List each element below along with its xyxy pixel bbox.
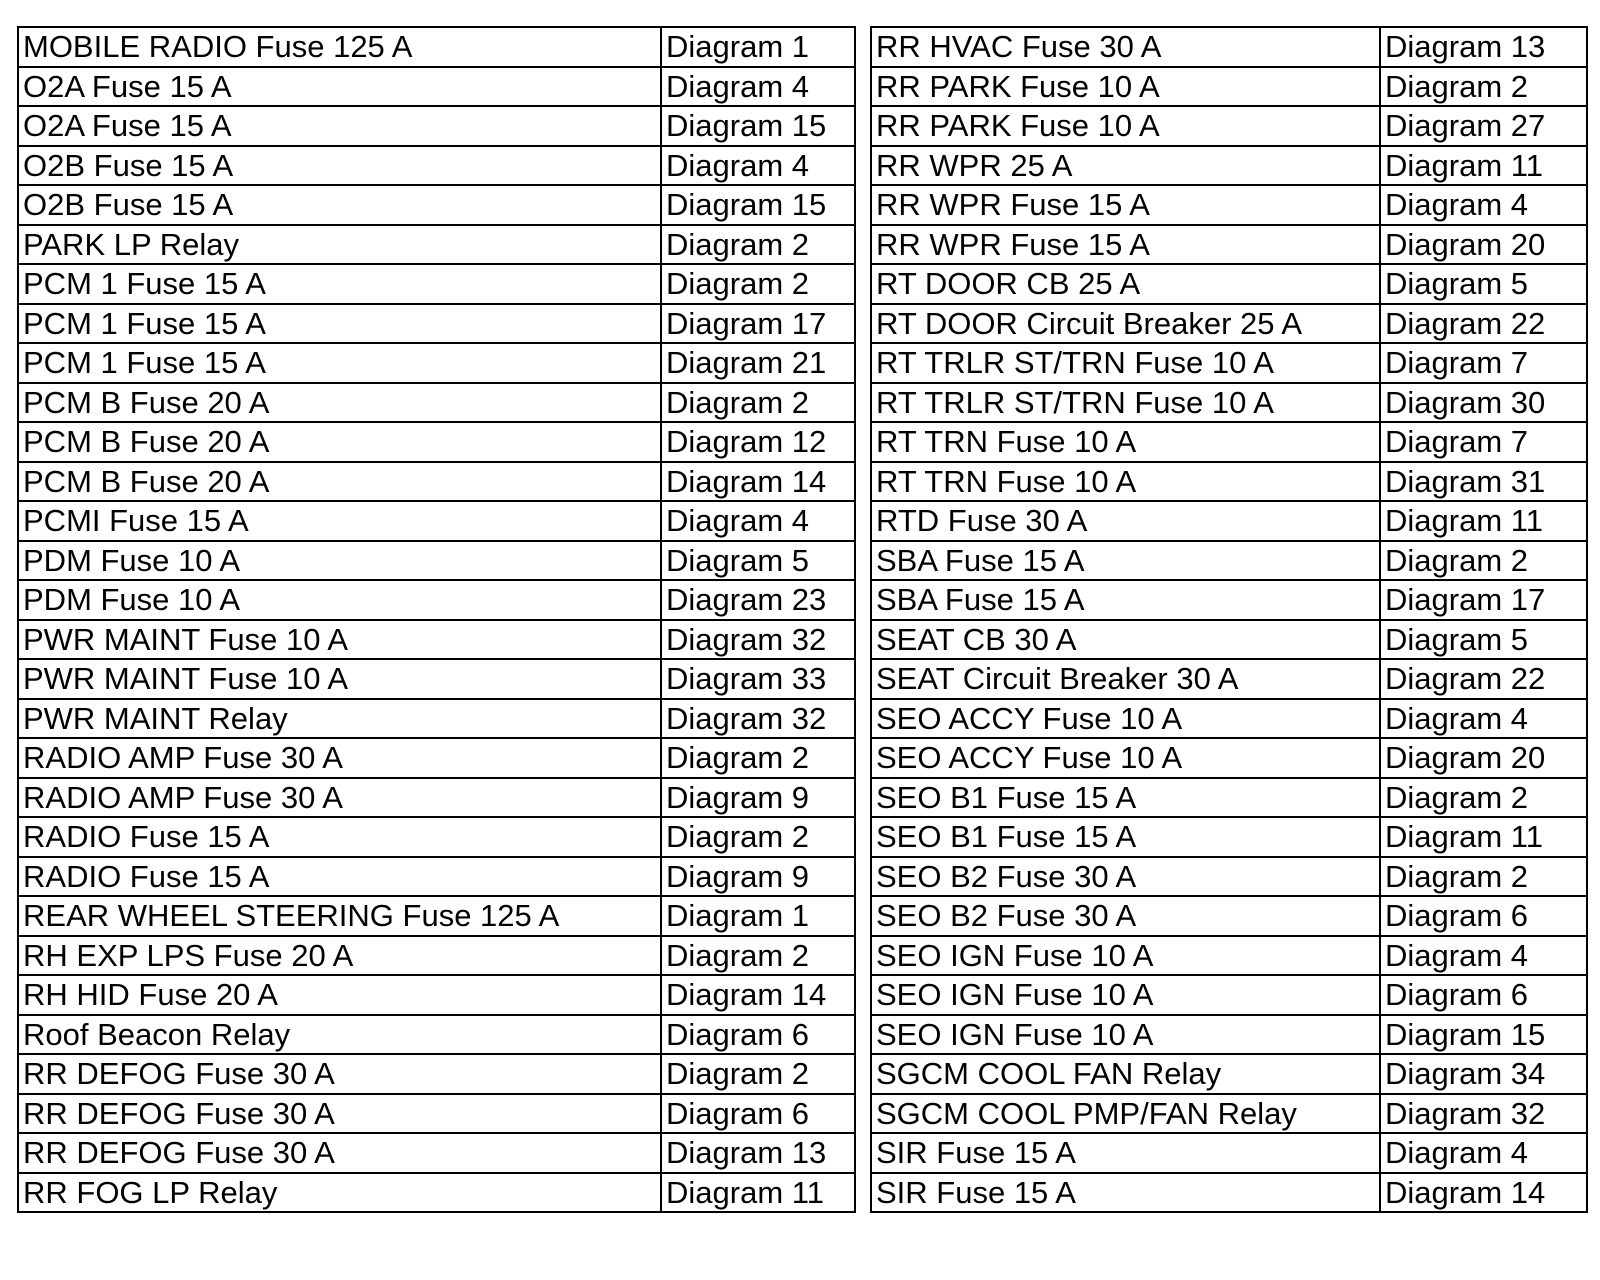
diagram-cell: Diagram 20	[1380, 738, 1587, 778]
diagram-cell: Diagram 4	[661, 67, 855, 107]
table-row	[871, 185, 1587, 225]
component-cell: SBA Fuse 15 A	[871, 541, 1380, 581]
table-row	[871, 857, 1587, 897]
component-cell: RR DEFOG Fuse 30 A	[18, 1094, 661, 1134]
diagram-cell: Diagram 6	[661, 1094, 855, 1134]
component-cell: PDM Fuse 10 A	[18, 580, 661, 620]
component-cell: RT TRLR ST/TRN Fuse 10 A	[871, 343, 1380, 383]
component-cell: O2A Fuse 15 A	[18, 106, 661, 146]
diagram-cell: Diagram 2	[1380, 857, 1587, 897]
table-row	[871, 422, 1587, 462]
table-row	[18, 383, 855, 423]
component-cell: SGCM COOL PMP/FAN Relay	[871, 1094, 1380, 1134]
component-cell: SEO B1 Fuse 15 A	[871, 778, 1380, 818]
table-row	[18, 304, 855, 344]
diagram-cell: Diagram 1	[661, 27, 855, 67]
diagram-cell: Diagram 20	[1380, 225, 1587, 265]
diagram-cell: Diagram 4	[1380, 1133, 1587, 1173]
component-cell: RH HID Fuse 20 A	[18, 975, 661, 1015]
table-row	[18, 1054, 855, 1094]
diagram-cell: Diagram 34	[1380, 1054, 1587, 1094]
component-cell: PCM 1 Fuse 15 A	[18, 343, 661, 383]
table-row	[18, 936, 855, 976]
table-row	[871, 67, 1587, 107]
table-row	[871, 1133, 1587, 1173]
diagram-cell: Diagram 2	[661, 738, 855, 778]
table-row	[18, 580, 855, 620]
fuse-index-table-left	[17, 26, 856, 1213]
table-row	[871, 896, 1587, 936]
component-cell: SIR Fuse 15 A	[871, 1173, 1380, 1213]
table-row	[18, 106, 855, 146]
component-cell: PDM Fuse 10 A	[18, 541, 661, 581]
table-row	[18, 146, 855, 186]
diagram-cell: Diagram 13	[1380, 27, 1587, 67]
table-body-right	[871, 27, 1587, 1212]
table-row	[18, 185, 855, 225]
diagram-cell: Diagram 2	[661, 264, 855, 304]
table-row	[871, 738, 1587, 778]
diagram-cell: Diagram 2	[1380, 778, 1587, 818]
table-row	[871, 659, 1587, 699]
diagram-cell: Diagram 11	[1380, 817, 1587, 857]
table-row	[871, 1054, 1587, 1094]
component-cell: RADIO Fuse 15 A	[18, 857, 661, 897]
diagram-cell: Diagram 5	[661, 541, 855, 581]
component-cell: PCMI Fuse 15 A	[18, 501, 661, 541]
component-cell: SEO B1 Fuse 15 A	[871, 817, 1380, 857]
table-row	[18, 738, 855, 778]
diagram-cell: Diagram 11	[1380, 501, 1587, 541]
component-cell: PARK LP Relay	[18, 225, 661, 265]
table-row	[871, 27, 1587, 67]
component-cell: SEO B2 Fuse 30 A	[871, 857, 1380, 897]
diagram-cell: Diagram 11	[661, 1173, 855, 1213]
component-cell: SEAT CB 30 A	[871, 620, 1380, 660]
table-row	[871, 620, 1587, 660]
component-cell: RR DEFOG Fuse 30 A	[18, 1133, 661, 1173]
component-cell: RR HVAC Fuse 30 A	[871, 27, 1380, 67]
table-body-left	[18, 27, 855, 1212]
table-row	[18, 264, 855, 304]
table-row	[18, 1015, 855, 1055]
diagram-cell: Diagram 2	[1380, 67, 1587, 107]
component-cell: SEO IGN Fuse 10 A	[871, 975, 1380, 1015]
diagram-cell: Diagram 9	[661, 857, 855, 897]
diagram-cell: Diagram 2	[661, 383, 855, 423]
table-row	[871, 1094, 1587, 1134]
component-cell: O2B Fuse 15 A	[18, 185, 661, 225]
component-cell: PWR MAINT Relay	[18, 699, 661, 739]
diagram-cell: Diagram 14	[661, 462, 855, 502]
diagram-cell: Diagram 22	[1380, 304, 1587, 344]
component-cell: SEO IGN Fuse 10 A	[871, 936, 1380, 976]
table-row	[18, 857, 855, 897]
component-cell: RR FOG LP Relay	[18, 1173, 661, 1213]
component-cell: RADIO AMP Fuse 30 A	[18, 778, 661, 818]
table-row	[18, 67, 855, 107]
diagram-cell: Diagram 7	[1380, 422, 1587, 462]
component-cell: RT DOOR CB 25 A	[871, 264, 1380, 304]
table-row	[18, 659, 855, 699]
component-cell: SEO B2 Fuse 30 A	[871, 896, 1380, 936]
table-row	[871, 975, 1587, 1015]
diagram-cell: Diagram 31	[1380, 462, 1587, 502]
diagram-cell: Diagram 27	[1380, 106, 1587, 146]
table-row	[18, 896, 855, 936]
component-cell: RT TRLR ST/TRN Fuse 10 A	[871, 383, 1380, 423]
component-cell: SIR Fuse 15 A	[871, 1133, 1380, 1173]
diagram-cell: Diagram 17	[661, 304, 855, 344]
table-row	[18, 462, 855, 502]
table-row	[871, 225, 1587, 265]
diagram-cell: Diagram 6	[1380, 975, 1587, 1015]
diagram-cell: Diagram 6	[1380, 896, 1587, 936]
component-cell: SEO ACCY Fuse 10 A	[871, 738, 1380, 778]
diagram-cell: Diagram 2	[661, 936, 855, 976]
component-cell: RR PARK Fuse 10 A	[871, 106, 1380, 146]
table-row	[871, 541, 1587, 581]
table-row	[18, 541, 855, 581]
component-cell: PCM B Fuse 20 A	[18, 383, 661, 423]
component-cell: RTD Fuse 30 A	[871, 501, 1380, 541]
component-cell: RR DEFOG Fuse 30 A	[18, 1054, 661, 1094]
component-cell: Roof Beacon Relay	[18, 1015, 661, 1055]
component-cell: PCM B Fuse 20 A	[18, 462, 661, 502]
table-row	[18, 1094, 855, 1134]
component-cell: RH EXP LPS Fuse 20 A	[18, 936, 661, 976]
diagram-cell: Diagram 7	[1380, 343, 1587, 383]
table-row	[18, 620, 855, 660]
diagram-cell: Diagram 30	[1380, 383, 1587, 423]
diagram-cell: Diagram 11	[1380, 146, 1587, 186]
component-cell: RT TRN Fuse 10 A	[871, 462, 1380, 502]
diagram-cell: Diagram 32	[1380, 1094, 1587, 1134]
component-cell: PCM B Fuse 20 A	[18, 422, 661, 462]
component-cell: RT DOOR Circuit Breaker 25 A	[871, 304, 1380, 344]
diagram-cell: Diagram 2	[661, 817, 855, 857]
table-row	[871, 936, 1587, 976]
diagram-cell: Diagram 2	[1380, 541, 1587, 581]
component-cell: O2B Fuse 15 A	[18, 146, 661, 186]
diagram-cell: Diagram 15	[661, 185, 855, 225]
diagram-cell: Diagram 14	[661, 975, 855, 1015]
table-row	[871, 462, 1587, 502]
table-row	[18, 1173, 855, 1213]
diagram-cell: Diagram 5	[1380, 264, 1587, 304]
diagram-cell: Diagram 32	[661, 699, 855, 739]
diagram-cell: Diagram 1	[661, 896, 855, 936]
component-cell: PWR MAINT Fuse 10 A	[18, 659, 661, 699]
component-cell: RR WPR Fuse 15 A	[871, 185, 1380, 225]
table-row	[871, 343, 1587, 383]
diagram-cell: Diagram 23	[661, 580, 855, 620]
table-row	[871, 699, 1587, 739]
diagram-cell: Diagram 22	[1380, 659, 1587, 699]
component-cell: REAR WHEEL STEERING Fuse 125 A	[18, 896, 661, 936]
diagram-cell: Diagram 2	[661, 225, 855, 265]
diagram-cell: Diagram 17	[1380, 580, 1587, 620]
component-cell: RR WPR 25 A	[871, 146, 1380, 186]
table-row	[871, 264, 1587, 304]
diagram-cell: Diagram 15	[1380, 1015, 1587, 1055]
component-cell: PWR MAINT Fuse 10 A	[18, 620, 661, 660]
table-row	[871, 304, 1587, 344]
table-row	[18, 817, 855, 857]
table-row	[871, 501, 1587, 541]
table-row	[18, 343, 855, 383]
component-cell: SBA Fuse 15 A	[871, 580, 1380, 620]
table-row	[871, 1173, 1587, 1213]
diagram-cell: Diagram 32	[661, 620, 855, 660]
component-cell: SGCM COOL FAN Relay	[871, 1054, 1380, 1094]
diagram-cell: Diagram 15	[661, 106, 855, 146]
table-row	[871, 1015, 1587, 1055]
table-row	[871, 106, 1587, 146]
table-row	[871, 817, 1587, 857]
component-cell: PCM 1 Fuse 15 A	[18, 264, 661, 304]
diagram-cell: Diagram 14	[1380, 1173, 1587, 1213]
diagram-cell: Diagram 4	[661, 146, 855, 186]
component-cell: SEO ACCY Fuse 10 A	[871, 699, 1380, 739]
diagram-cell: Diagram 5	[1380, 620, 1587, 660]
table-row	[18, 27, 855, 67]
diagram-cell: Diagram 4	[661, 501, 855, 541]
component-cell: RADIO Fuse 15 A	[18, 817, 661, 857]
component-cell: RADIO AMP Fuse 30 A	[18, 738, 661, 778]
component-cell: RR WPR Fuse 15 A	[871, 225, 1380, 265]
component-cell: SEO IGN Fuse 10 A	[871, 1015, 1380, 1055]
table-row	[18, 778, 855, 818]
table-row	[18, 422, 855, 462]
diagram-cell: Diagram 4	[1380, 185, 1587, 225]
component-cell: O2A Fuse 15 A	[18, 67, 661, 107]
component-cell: RT TRN Fuse 10 A	[871, 422, 1380, 462]
diagram-cell: Diagram 4	[1380, 936, 1587, 976]
component-cell: MOBILE RADIO Fuse 125 A	[18, 27, 661, 67]
table-row	[871, 778, 1587, 818]
diagram-cell: Diagram 12	[661, 422, 855, 462]
table-row	[18, 975, 855, 1015]
diagram-cell: Diagram 13	[661, 1133, 855, 1173]
component-cell: RR PARK Fuse 10 A	[871, 67, 1380, 107]
table-row	[18, 1133, 855, 1173]
table-row	[871, 146, 1587, 186]
table-row	[871, 383, 1587, 423]
fuse-index-table-right	[870, 26, 1588, 1213]
diagram-cell: Diagram 4	[1380, 699, 1587, 739]
table-row	[871, 580, 1587, 620]
component-cell: SEAT Circuit Breaker 30 A	[871, 659, 1380, 699]
diagram-cell: Diagram 9	[661, 778, 855, 818]
table-row	[18, 699, 855, 739]
table-row	[18, 501, 855, 541]
diagram-cell: Diagram 2	[661, 1054, 855, 1094]
diagram-cell: Diagram 21	[661, 343, 855, 383]
diagram-cell: Diagram 33	[661, 659, 855, 699]
diagram-cell: Diagram 6	[661, 1015, 855, 1055]
component-cell: PCM 1 Fuse 15 A	[18, 304, 661, 344]
table-row	[18, 225, 855, 265]
